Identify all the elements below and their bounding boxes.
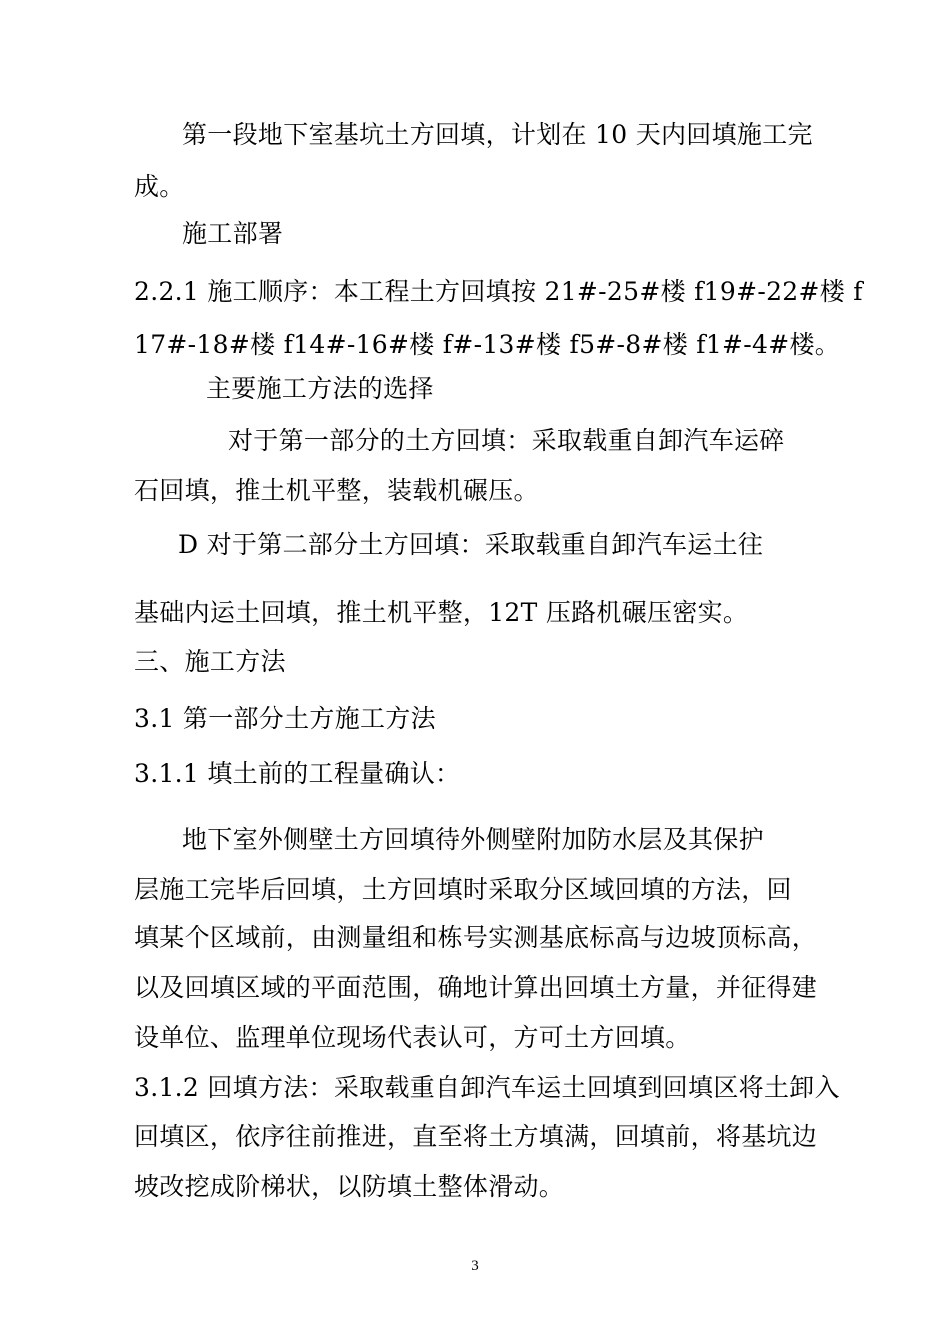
subsection-heading: 3.1 第一部分土方施工方法 [134,704,436,733]
text-line: 石回填，推土机平整，装载机碾压。 [134,476,539,505]
text-line: 17#-18#楼 f14#-16#楼 f#-13#楼 f5#-8#楼 f1#-4#楼。 [134,330,841,359]
text-line: 对于第一部分的土方回填：采取载重自卸汽车运碎 [228,426,785,455]
text-line: 坡改挖成阶梯状，以防填土整体滑动。 [134,1172,565,1201]
text-line: 回填区，依序往前推进，直至将土方填满，回填前，将基坑边 [134,1122,818,1151]
text-line: 2.2.1 施工顺序：本工程土方回填按 21#-25#楼 f19#-22#楼 f [134,277,863,306]
text-line: 3.1.2 回填方法：采取载重自卸汽车运土回填到回填区将土卸入 [134,1073,840,1102]
text-line: D 对于第二部分土方回填：采取载重自卸汽车运土往 [178,530,764,559]
text-line: 地下室外侧壁土方回填待外侧壁附加防水层及其保护 [182,825,764,854]
text-line: 层施工完毕后回填，土方回填时采取分区域回填的方法，回 [134,875,792,904]
section-heading: 三、施工方法 [134,647,286,676]
section-heading: 主要施工方法的选择 [206,374,434,403]
text-line: 基础内运土回填，推土机平整，12T 压路机碾压密实。 [134,598,749,627]
text-line: 设单位、监理单位现场代表认可，方可土方回填。 [134,1023,691,1052]
text-line: 以及回填区域的平面范围，确地计算出回填土方量，并征得建 [134,973,818,1002]
text-line: 填某个区域前，由测量组和栋号实测基底标高与边坡顶标高， [134,923,818,952]
page-number: 3 [471,1258,479,1274]
text-line: 第一段地下室基坑土方回填，计划在 10 天内回填施工完 [182,120,813,149]
subsection-heading: 3.1.1 填土前的工程量确认： [134,759,461,788]
section-heading: 施工部署 [182,219,284,248]
text-line: 成。 [134,172,185,201]
